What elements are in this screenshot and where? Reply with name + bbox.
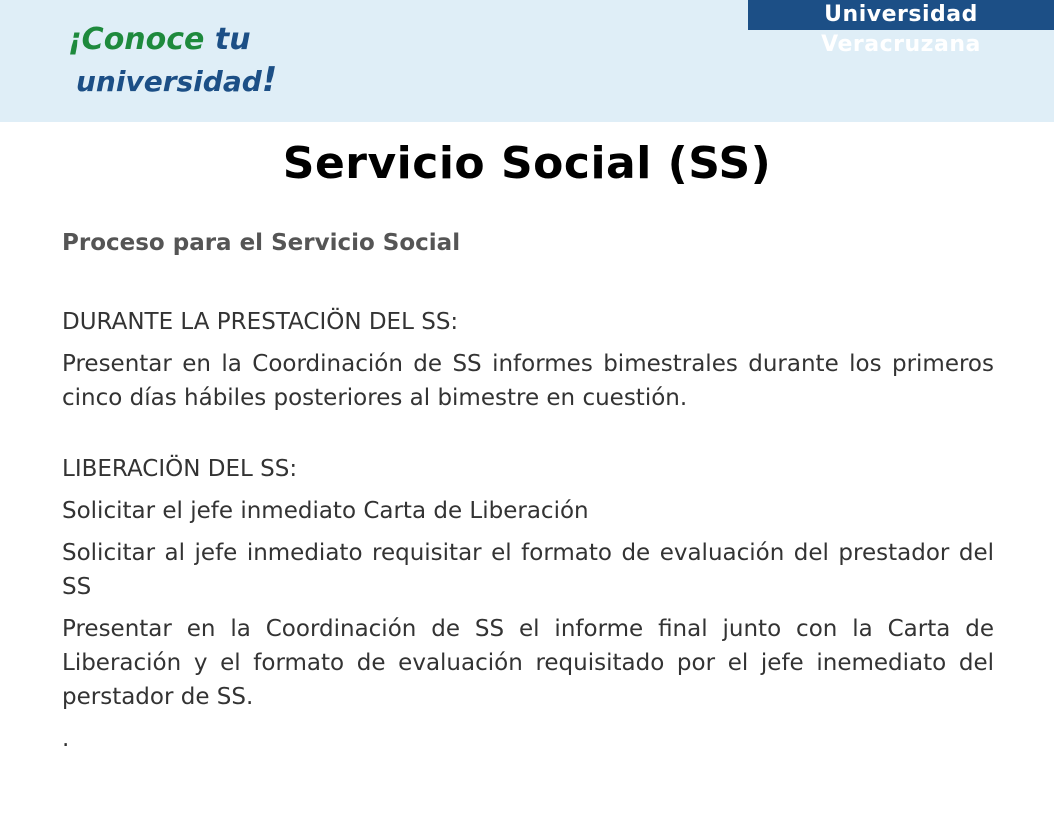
process-subtitle: Proceso para el Servicio Social xyxy=(62,230,461,256)
university-brand-badge: Universidad Veracruzana xyxy=(748,0,1054,30)
trailing-dot: . xyxy=(62,726,70,752)
conoce-tu-universidad-logo xyxy=(68,22,278,102)
release-item: Solicitar el jefe inmediato Carta de Liberación xyxy=(62,498,589,524)
header-band xyxy=(0,0,1054,122)
release-item: Solicitar al jefe inmediato requisitar el formato de evaluación del prestador del SS xyxy=(62,540,994,600)
logo-tu-text: tu xyxy=(214,22,251,57)
logo-line2-text: universidad xyxy=(76,65,262,98)
logo-line1-text: ¡Conoce xyxy=(68,22,215,57)
during-heading: DURANTE LA PRESTACIÖN DEL SS: xyxy=(62,309,459,335)
release-item: Presentar en la Coordinación de SS el informe final junto con la Carta de Liberación y el formato de evaluación requisitado por el jefe inemediato del perstador de SS. xyxy=(62,616,994,710)
page-title: Servicio Social (SS) xyxy=(282,138,772,189)
during-paragraph: Presentar en la Coordinación de SS informes bimestrales durante los primeros cinco días hábiles posteriores al bimestre en cuestión. xyxy=(62,351,994,411)
slide-content xyxy=(62,226,994,756)
logo-exclaim: ! xyxy=(261,60,278,100)
release-heading: LIBERACIÖN DEL SS: xyxy=(62,456,298,482)
